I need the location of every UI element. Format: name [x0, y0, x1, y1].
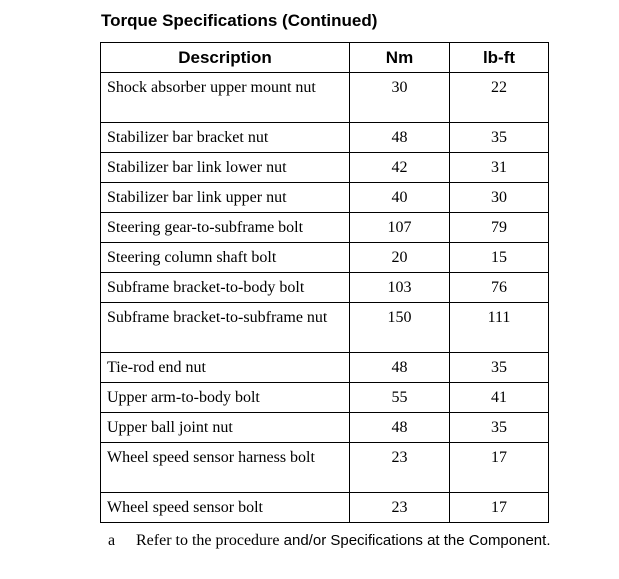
table-header-row	[101, 43, 549, 73]
lbft-cell: 17	[450, 493, 549, 523]
nm-cell: 103	[350, 273, 450, 303]
lbft-cell: 17	[450, 443, 549, 493]
lbft-cell: 41	[450, 383, 549, 413]
lbft-cell: 35	[450, 353, 549, 383]
nm-cell: 20	[350, 243, 450, 273]
description-cell: Wheel speed sensor harness bolt	[101, 443, 350, 493]
column-header-lbft: lb-ft	[450, 43, 549, 73]
lbft-cell: 31	[450, 153, 549, 183]
table-row	[101, 273, 549, 303]
lbft-cell: 76	[450, 273, 549, 303]
nm-cell: 23	[350, 443, 450, 493]
table-row	[101, 353, 549, 383]
table-row	[101, 493, 549, 523]
nm-cell: 150	[350, 303, 450, 353]
torque-spec-table	[100, 42, 549, 523]
nm-cell: 23	[350, 493, 450, 523]
description-cell: Stabilizer bar bracket nut	[101, 123, 350, 153]
table-row	[101, 243, 549, 273]
lbft-cell: 30	[450, 183, 549, 213]
nm-cell: 48	[350, 413, 450, 443]
nm-cell: 40	[350, 183, 450, 213]
lbft-cell: 35	[450, 413, 549, 443]
description-cell: Steering column shaft bolt	[101, 243, 350, 273]
table-row	[101, 153, 549, 183]
nm-cell: 30	[350, 73, 450, 123]
column-header-nm: Nm	[350, 43, 450, 73]
description-cell: Upper ball joint nut	[101, 413, 350, 443]
page-title: Torque Specifications (Continued)	[101, 11, 378, 30]
table-row	[101, 213, 549, 243]
footnote-marker: a	[108, 532, 116, 549]
description-cell: Steering gear-to-subframe bolt	[101, 213, 350, 243]
nm-cell: 107	[350, 213, 450, 243]
lbft-cell: 15	[450, 243, 549, 273]
column-header-description: Description	[101, 43, 350, 73]
table-row	[101, 413, 549, 443]
footnote	[108, 531, 550, 551]
table-row	[101, 73, 549, 123]
description-cell: Wheel speed sensor bolt	[101, 493, 350, 523]
description-cell: Tie-rod end nut	[101, 353, 350, 383]
footnote-text-sans: and/or Specifications at the Component.	[279, 532, 551, 549]
description-cell: Stabilizer bar link upper nut	[101, 183, 350, 213]
lbft-cell: 111	[450, 303, 549, 353]
description-cell: Subframe bracket-to-body bolt	[101, 273, 350, 303]
table-body	[101, 73, 549, 523]
table-row	[101, 383, 549, 413]
table-row	[101, 183, 549, 213]
description-cell: Stabilizer bar link lower nut	[101, 153, 350, 183]
description-cell: Subframe bracket-to-subframe nut	[101, 303, 350, 353]
lbft-cell: 79	[450, 213, 549, 243]
nm-cell: 42	[350, 153, 450, 183]
nm-cell: 48	[350, 123, 450, 153]
description-cell: Shock absorber upper mount nut	[101, 73, 350, 123]
table-row	[101, 123, 549, 153]
nm-cell: 48	[350, 353, 450, 383]
table-row	[101, 443, 549, 493]
lbft-cell: 22	[450, 73, 549, 123]
lbft-cell: 35	[450, 123, 549, 153]
description-cell: Upper arm-to-body bolt	[101, 383, 350, 413]
nm-cell: 55	[350, 383, 450, 413]
table-row	[101, 303, 549, 353]
footnote-text-serif: Refer to the procedure	[136, 532, 280, 549]
